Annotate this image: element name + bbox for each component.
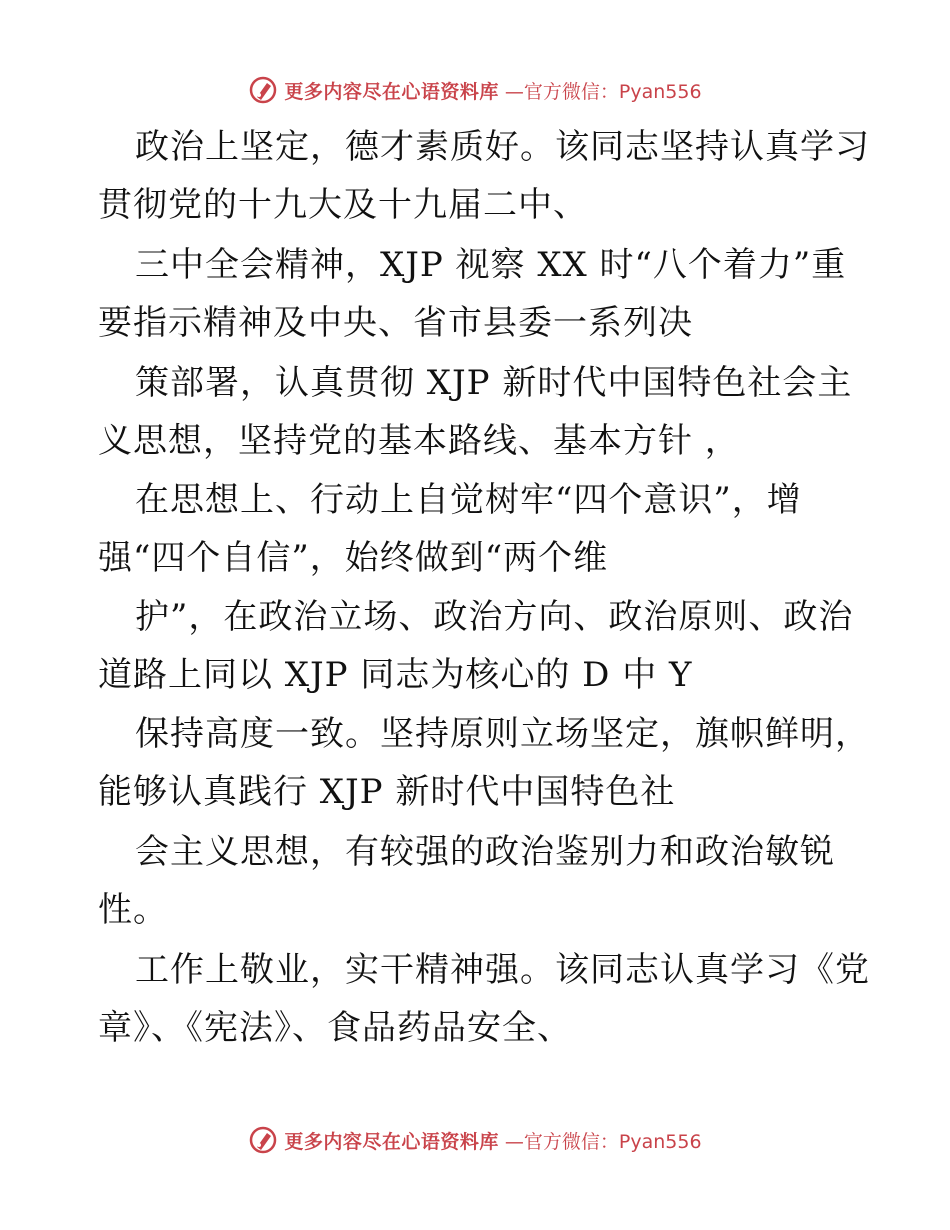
body-line: 保持高度一致。坚持原则立场坚定，旗帜鲜明， [135,714,870,754]
body-line: 策部署，认真贯彻 XJP 新时代中国特色社会主 [135,363,853,403]
body-line: 贯彻党的十九大及十九届二中、 [98,185,588,225]
body-line: 能够认真践行 XJP 新时代中国特色社 [98,772,676,812]
body-line: 政治上坚定，德才素质好。该同志坚持认真学习 [135,127,870,167]
footer-watermark-banner [0,1120,950,1160]
body-line: 章》、《宪法》、食品药品安全、 [98,1008,572,1048]
header-brand-text: 更多内容尽在心语资料库 [284,80,499,103]
body-line: 性。 [98,890,168,930]
footer-wechat-text: —官方微信：Pyan556 [504,1130,702,1153]
pen-nib-logo-icon [248,1125,278,1155]
body-line: 道路上同以 XJP 同志为核心的 D 中 Y [98,655,693,695]
body-line: 三中全会精神，XJP 视察 XX 时“八个着力”重 [135,245,847,285]
body-line: 在思想上、行动上自觉树牢“四个意识”，增 [135,480,802,520]
body-line: 会主义思想，有较强的政治鉴别力和政治敏锐 [135,832,835,872]
body-line: 要指示精神及中央、省市县委一系列决 [98,303,693,343]
body-line: 护”，在政治立场、政治方向、政治原则、政治 [135,597,854,637]
body-line: 义思想，坚持党的基本路线、基本方针 ， [98,421,740,461]
body-line: 强“四个自信”，始终做到“两个维 [98,538,609,578]
footer-brand-text: 更多内容尽在心语资料库 [284,1130,499,1153]
header-wechat-text: —官方微信：Pyan556 [504,80,702,103]
body-line: 工作上敬业，实干精神强。该同志认真学习《党 [135,950,870,990]
